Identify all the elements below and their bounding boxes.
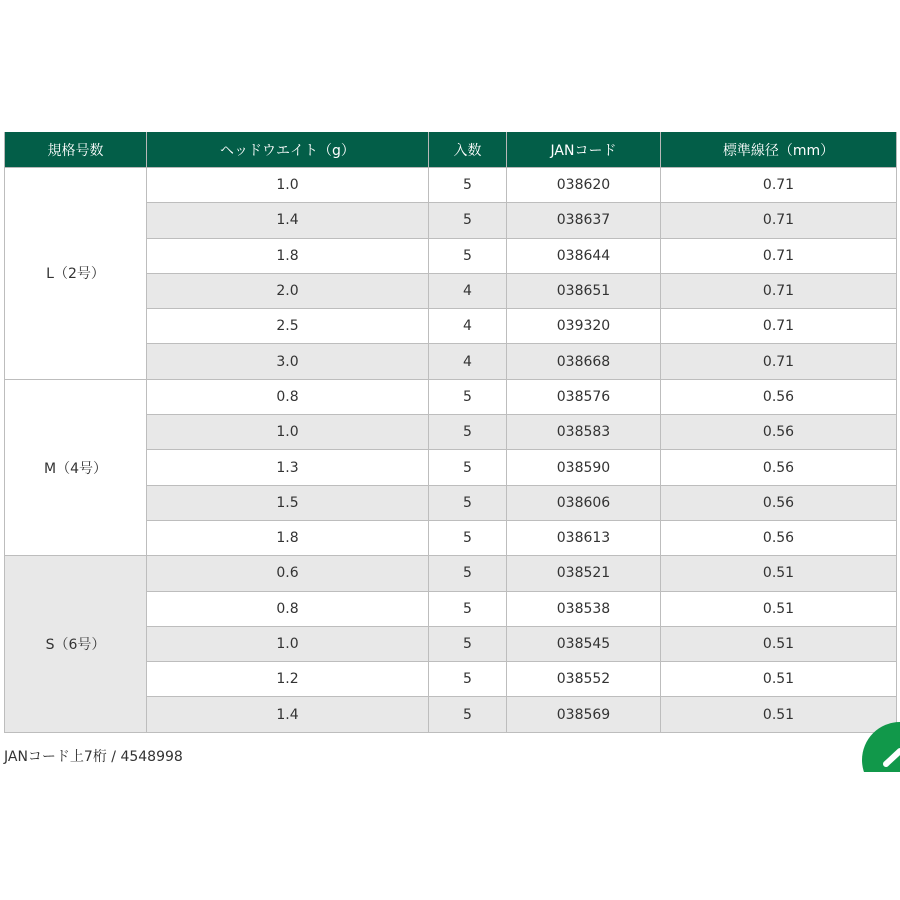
- wire-diameter-cell: 0.71: [661, 238, 897, 273]
- wire-diameter-cell: 0.71: [661, 309, 897, 344]
- spec-table: [4, 132, 897, 733]
- jan-code-cell: 038613: [507, 520, 661, 555]
- wire-diameter-cell: 0.56: [661, 520, 897, 555]
- wire-diameter-cell: 0.51: [661, 697, 897, 732]
- jan-code-cell: 038521: [507, 556, 661, 591]
- wire-diameter-cell: 0.71: [661, 273, 897, 308]
- jan-code-cell: 038606: [507, 485, 661, 520]
- jan-code-cell: 038590: [507, 450, 661, 485]
- quantity-cell: 5: [429, 556, 507, 591]
- wire-diameter-cell: 0.51: [661, 662, 897, 697]
- quantity-cell: 5: [429, 662, 507, 697]
- jan-prefix-note: JANコード上7桁 / 4548998: [4, 749, 183, 765]
- wire-diameter-cell: 0.56: [661, 450, 897, 485]
- header-wire-diameter: 標準線径（mm）: [661, 132, 897, 168]
- size-group-label: M（4号）: [5, 379, 147, 555]
- wire-diameter-cell: 0.71: [661, 168, 897, 203]
- head-weight-cell: 1.5: [147, 485, 429, 520]
- header-head-weight: ヘッドウエイト（g）: [147, 132, 429, 168]
- jan-code-cell: 038552: [507, 662, 661, 697]
- jan-code-cell: 038644: [507, 238, 661, 273]
- wire-diameter-cell: 0.51: [661, 591, 897, 626]
- head-weight-cell: 1.0: [147, 168, 429, 203]
- table-row: [5, 556, 897, 591]
- table-row: [5, 168, 897, 203]
- head-weight-cell: 0.8: [147, 591, 429, 626]
- page-background: [0, 772, 900, 900]
- quantity-cell: 4: [429, 309, 507, 344]
- wire-diameter-cell: 0.56: [661, 415, 897, 450]
- table-header-row: [5, 132, 897, 168]
- jan-code-cell: 038637: [507, 203, 661, 238]
- head-weight-cell: 1.4: [147, 697, 429, 732]
- head-weight-cell: 2.0: [147, 273, 429, 308]
- wire-diameter-cell: 0.71: [661, 203, 897, 238]
- quantity-cell: 5: [429, 203, 507, 238]
- quantity-cell: 5: [429, 591, 507, 626]
- head-weight-cell: 1.2: [147, 662, 429, 697]
- wire-diameter-cell: 0.51: [661, 626, 897, 661]
- jan-code-cell: 038576: [507, 379, 661, 414]
- wire-diameter-cell: 0.56: [661, 485, 897, 520]
- quantity-cell: 5: [429, 415, 507, 450]
- quantity-cell: 5: [429, 168, 507, 203]
- quantity-cell: 4: [429, 273, 507, 308]
- jan-code-cell: 038569: [507, 697, 661, 732]
- jan-code-cell: 038545: [507, 626, 661, 661]
- wire-diameter-cell: 0.51: [661, 556, 897, 591]
- jan-code-cell: 038538: [507, 591, 661, 626]
- head-weight-cell: 1.0: [147, 626, 429, 661]
- quantity-cell: 5: [429, 520, 507, 555]
- chevron-up-icon: [880, 742, 900, 772]
- quantity-cell: 5: [429, 626, 507, 661]
- jan-code-cell: 038651: [507, 273, 661, 308]
- quantity-cell: 5: [429, 485, 507, 520]
- head-weight-cell: 1.8: [147, 238, 429, 273]
- quantity-cell: 5: [429, 697, 507, 732]
- head-weight-cell: 1.8: [147, 520, 429, 555]
- head-weight-cell: 0.8: [147, 379, 429, 414]
- size-group-label: L（2号）: [5, 168, 147, 380]
- quantity-cell: 5: [429, 379, 507, 414]
- jan-code-cell: 038583: [507, 415, 661, 450]
- head-weight-cell: 1.0: [147, 415, 429, 450]
- jan-code-cell: 039320: [507, 309, 661, 344]
- head-weight-cell: 0.6: [147, 556, 429, 591]
- head-weight-cell: 1.4: [147, 203, 429, 238]
- size-group-label: S（6号）: [5, 556, 147, 732]
- table-row: [5, 379, 897, 414]
- quantity-cell: 5: [429, 238, 507, 273]
- wire-diameter-cell: 0.71: [661, 344, 897, 379]
- header-quantity: 入数: [429, 132, 507, 168]
- jan-code-cell: 038668: [507, 344, 661, 379]
- wire-diameter-cell: 0.56: [661, 379, 897, 414]
- head-weight-cell: 2.5: [147, 309, 429, 344]
- head-weight-cell: 1.3: [147, 450, 429, 485]
- jan-code-cell: 038620: [507, 168, 661, 203]
- quantity-cell: 5: [429, 450, 507, 485]
- head-weight-cell: 3.0: [147, 344, 429, 379]
- header-size: 規格号数: [5, 132, 147, 168]
- quantity-cell: 4: [429, 344, 507, 379]
- header-jan-code: JANコード: [507, 132, 661, 168]
